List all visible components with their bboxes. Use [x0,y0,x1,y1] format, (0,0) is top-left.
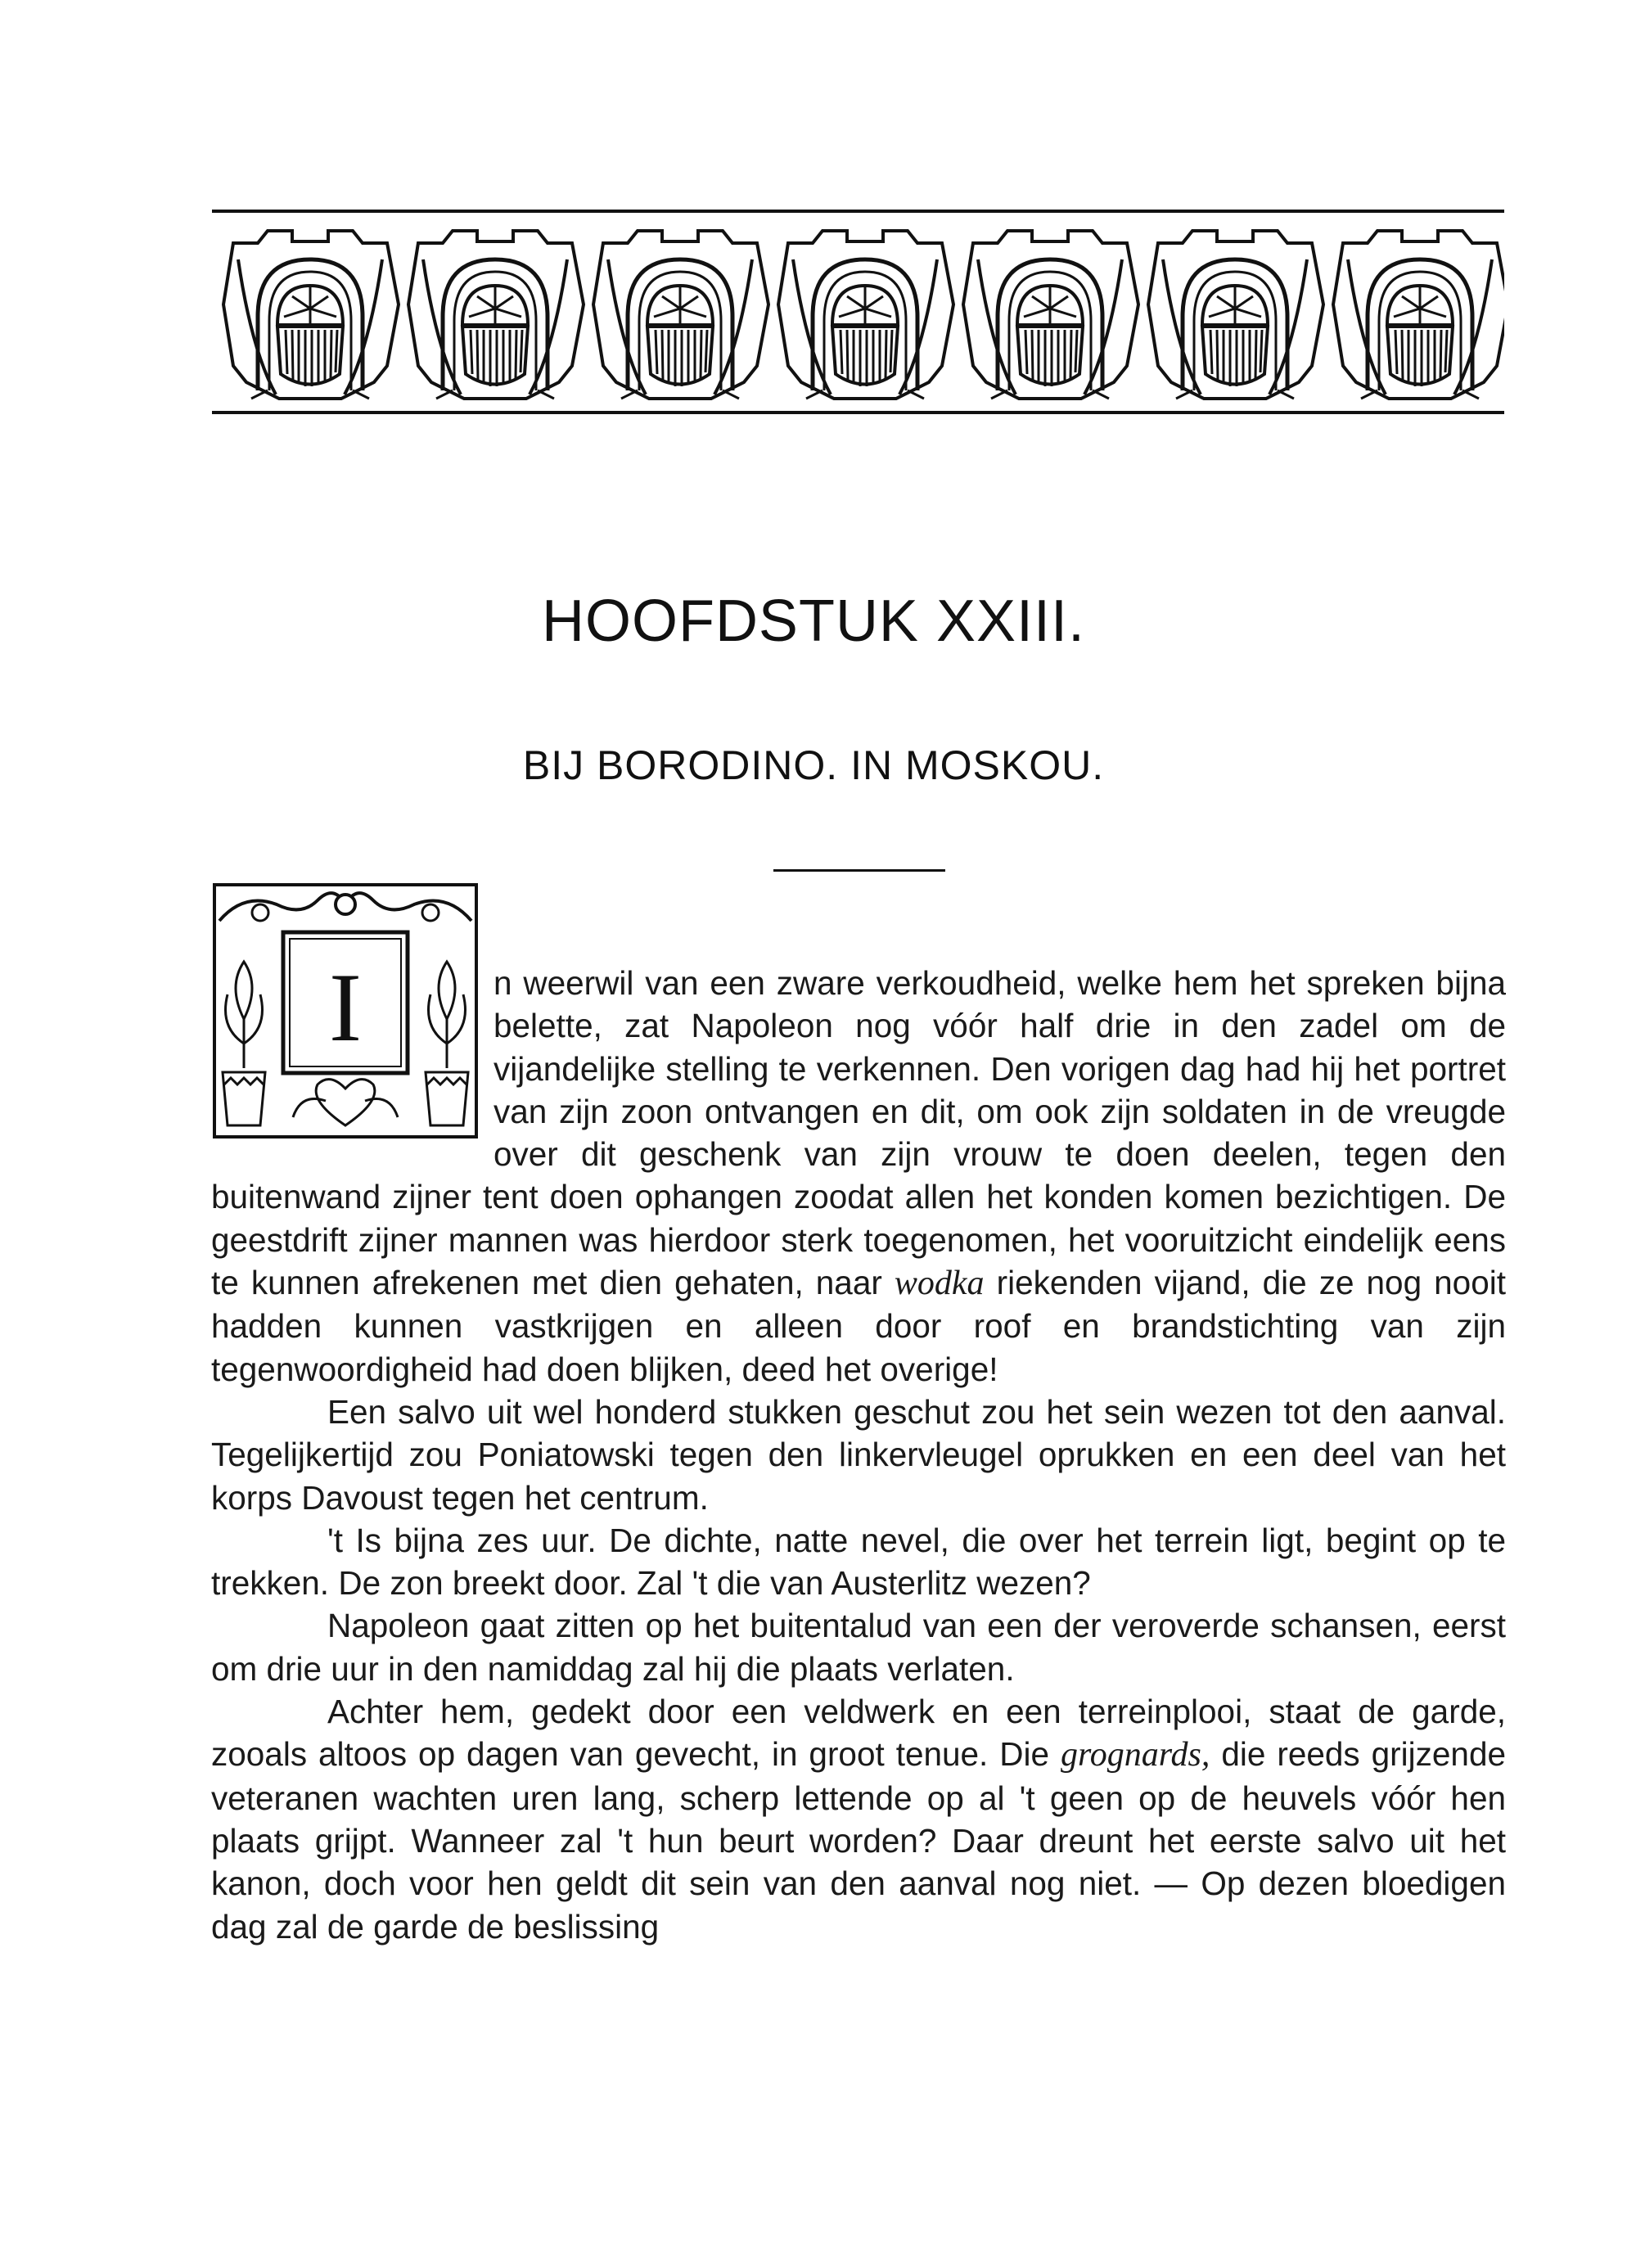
paragraph-5-text: Achter hem, gedekt door een veldwerk en een terreinplooi, staat de garde, zooals altoos op dagen van gevecht, in groot tenue. Die [211,1693,1506,1774]
paragraph-1-text: n weerwil van een zware verkoudheid, welke hem het spreken bijna belette, zat Napoleon nog vóór half drie in den zadel om de vijandelijke stelling te verkennen. Den vorigen dag had hij het portret van zijn zoon ontvangen en dit, om ook zijn soldaten in de vreugde over dit geschenk van zijn vrouw te doen deelen, tegen den buitenwand zijner tent doen ophangen zoodat allen het konden komen bezichtigen. De geestdrift zijner mannen was hierdoor sterk toegenomen, het vooruitzicht eindelijk eens te kunnen afrekenen met dien gehaten, naar [211,964,1506,1302]
title-divider [773,869,945,872]
dropcap-letter: I [329,953,362,1062]
emphasis-grognards: grognards, [1060,1736,1210,1774]
ornamental-banner [212,209,1504,416]
chapter-subtitle: BIJ BORODINO. IN MOSKOU. [522,742,1105,788]
dropcap-space [211,962,494,1175]
chapter-title: HOOFDSTUK XXIII. [541,588,1086,654]
paragraph-4: Napoleon gaat zitten op het buitentalud van een der veroverde schansen, eerst om drie uur in den namiddag zal hij die plaats verlaten. [211,1607,1506,1688]
emphasis-wodka: wodka [894,1265,985,1303]
paragraph-1-end: riekenden vijand, die ze nog nooit hadden kunnen vastkrijgen en alleen door roof en brandstichting van zijn tegenwoordigheid had doen blijken, deed het overige! [211,1264,1506,1388]
paragraph-1 [211,962,1506,1391]
paragraph-5-end: die reeds grijzende veteranen wachten uren lang, scherp lettende op al 't geen op de heuvels vóór hen plaats grijpt. Wanneer zal 't hun beurt worden? Daar dreunt het eerste salvo uit het kanon, doch voor hen geldt dit sein van den aanval nog niet. — Op dezen bloedigen dag zal de garde de beslissing [211,1735,1506,1946]
paragraph-2: Een salvo uit wel honderd stukken geschut zou het sein wezen tot den aanval. Tegelijkertijd zou Poniatowski tegen den linkervleugel oprukken en een deel van het korps Davoust tegen het centrum. [211,1392,1506,1517]
paragraph-5 [211,1690,1506,1948]
paragraph-3: 't Is bijna zes uur. De dichte, natte nevel, die over het terrein ligt, begint op te trekken. De zon breekt door. Zal 't die van Austerlitz wezen? [211,1521,1506,1603]
chapter-body [211,962,1506,1948]
